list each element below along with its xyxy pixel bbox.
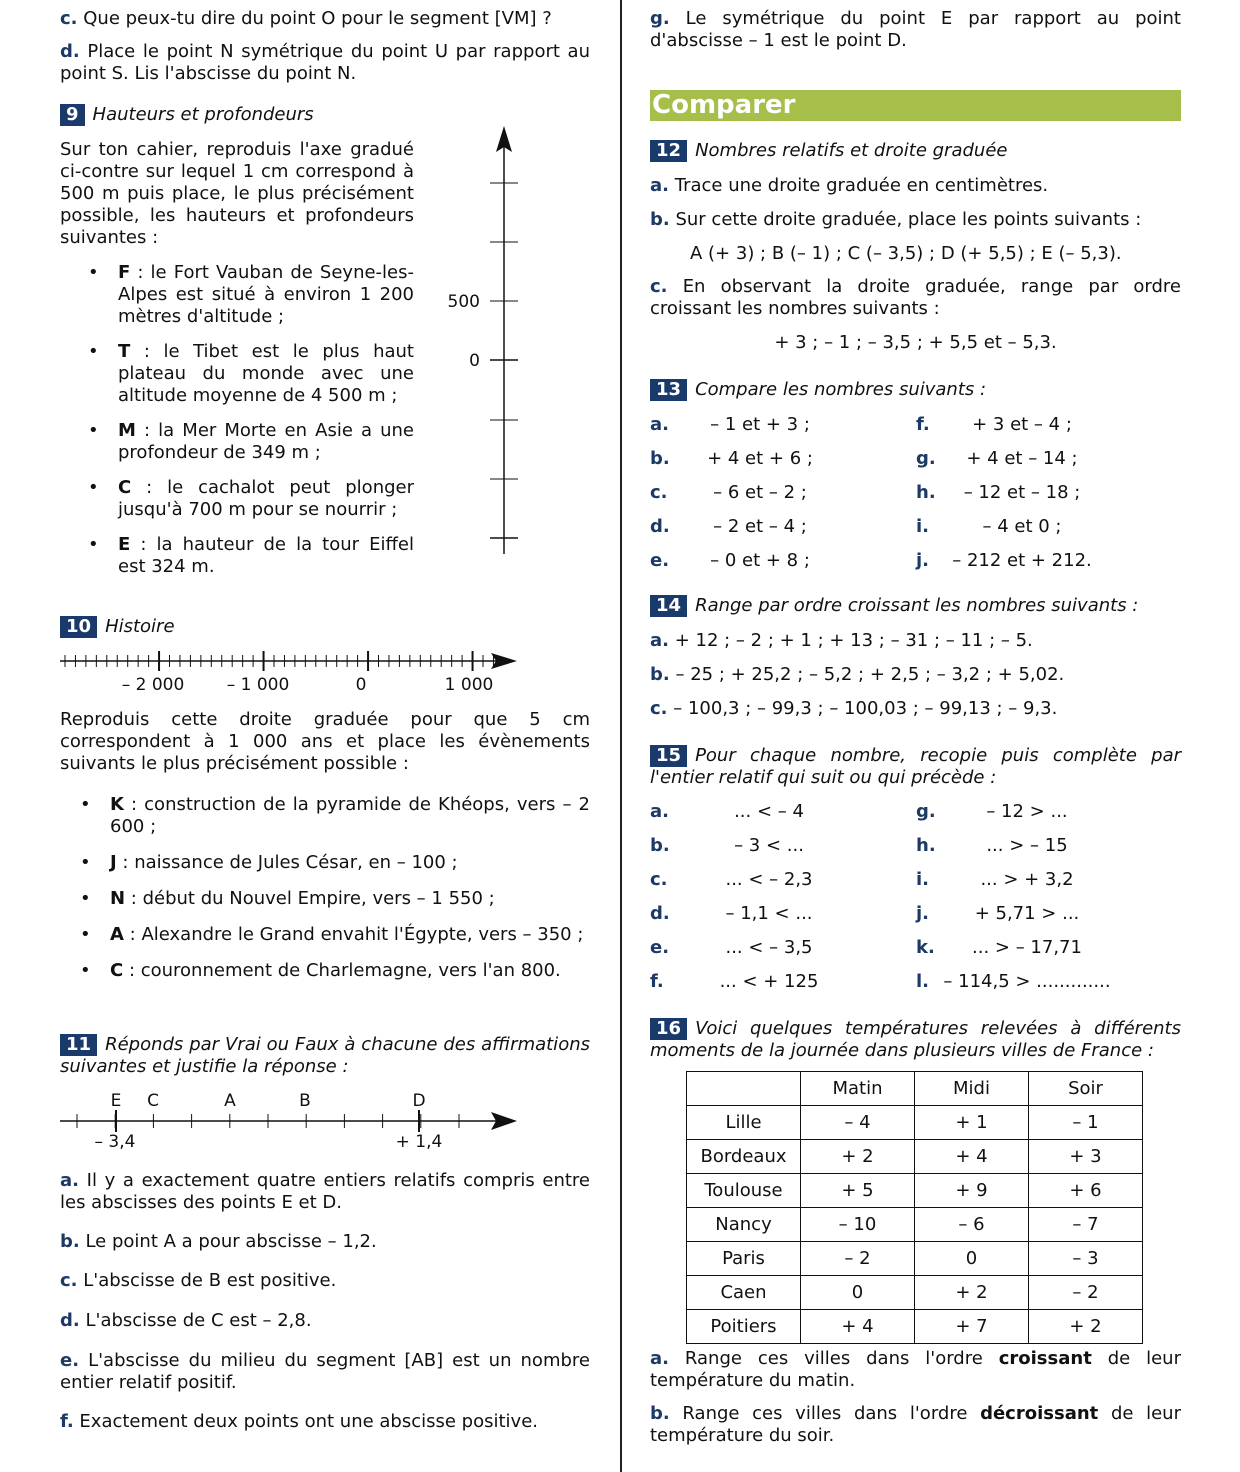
exercise-13-header — [650, 379, 1181, 401]
table-cell: + 2 — [1029, 1310, 1143, 1344]
item-label: a. — [650, 175, 669, 196]
history-axis-diagram — [55, 645, 525, 697]
item-text: En observant la droite graduée, range par ordre croissant les nombres suivants : — [650, 276, 1181, 319]
item-text: ... < – 3,5 — [725, 937, 813, 958]
item-label: e. — [650, 937, 670, 958]
list-item — [916, 937, 1166, 959]
exercise-number: 10 — [60, 616, 97, 638]
exercise-number: 14 — [650, 595, 687, 617]
item-text: Que peux-tu dire du point O pour le segment [VM] ? — [83, 8, 552, 29]
point-label-c: C — [147, 1091, 159, 1111]
table-cell: + 4 — [801, 1310, 915, 1344]
item-label: l. — [916, 971, 930, 992]
item-label: g. — [916, 448, 936, 469]
exercise-title: Réponds par Vrai ou Faux à chacune des affirmations suivantes et justifie la réponse : — [60, 1034, 590, 1077]
table-cell: Soir — [1029, 1072, 1143, 1106]
item-key: T — [118, 341, 131, 362]
axis-label-0: 0 — [469, 351, 480, 371]
item-text: – 6 et – 2 ; — [713, 482, 807, 503]
table-cell: – 2 — [1029, 1276, 1143, 1310]
item-text: – 4 et 0 ; — [982, 516, 1062, 537]
table-cell — [687, 1072, 801, 1106]
exercise-12-header — [650, 140, 1181, 162]
table-cell: – 4 — [801, 1106, 915, 1140]
item-text: – 100,3 ; – 99,3 ; – 100,03 ; – 99,13 ; – 9,3. — [673, 698, 1058, 719]
item-label: a. — [650, 630, 669, 651]
item-label: f. — [60, 1411, 74, 1432]
list-item — [60, 262, 414, 328]
exercise-number: 16 — [650, 1018, 687, 1040]
item-key: M — [118, 420, 136, 441]
table-cell: + 6 — [1029, 1174, 1143, 1208]
column-divider — [620, 0, 622, 1472]
item-text: Range ces villes dans l'ordre — [682, 1403, 981, 1424]
list-item — [650, 835, 900, 857]
table-cell: Lille — [687, 1106, 801, 1140]
item-text: – 1 et + 3 ; — [710, 414, 810, 435]
item-text: – 2 et – 4 ; — [713, 516, 807, 537]
point-label-a: A — [224, 1091, 236, 1111]
table-cell: – 3 — [1029, 1242, 1143, 1276]
exercise-number: 13 — [650, 379, 687, 401]
exercise-11-item-a — [60, 1170, 590, 1214]
item-text: Place le point N symétrique du point U par rapport au point S. Lis l'abscisse du point N. — [60, 41, 590, 84]
table-cell: Toulouse — [687, 1174, 801, 1208]
list-item — [916, 550, 1166, 572]
exercise-12-points: A (+ 3) ; B (– 1) ; C (– 3,5) ; D (+ 5,5) ; E (– 5,3). — [690, 243, 1122, 264]
item-text: + 5,71 > ... — [974, 903, 1080, 924]
exercise-16-header — [650, 1018, 1181, 1062]
exercise-10-header — [60, 616, 590, 638]
exercise-title: Hauteurs et profondeurs — [92, 104, 314, 125]
exercise-11-item-f — [60, 1411, 590, 1433]
point-label-e: E — [110, 1091, 122, 1111]
table-cell: + 7 — [915, 1310, 1029, 1344]
table-row — [687, 1276, 1143, 1310]
list-item — [60, 477, 414, 521]
item-text: + 4 et + 6 ; — [707, 448, 813, 469]
item-text: : construction de la pyramide de Khéops, vers – 2 600 ; — [110, 794, 590, 837]
exercise-12-item-b — [650, 209, 1181, 231]
table-cell: – 6 — [915, 1208, 1029, 1242]
list-item — [650, 482, 900, 504]
item-label: b. — [650, 209, 670, 230]
item-text: – 212 et + 212. — [952, 550, 1092, 571]
axis-label-right: + 1,4 — [395, 1132, 443, 1152]
item-label: b. — [650, 664, 670, 685]
item-text: ... > – 17,71 — [972, 937, 1082, 958]
exercise-title: Compare les nombres suivants : — [695, 379, 987, 400]
exercise-number: 11 — [60, 1034, 97, 1056]
points-axis-diagram — [55, 1088, 525, 1154]
list-item — [60, 852, 590, 874]
table-row — [687, 1310, 1143, 1344]
item-key: F — [118, 262, 131, 283]
table-row — [687, 1140, 1143, 1174]
table-row — [687, 1174, 1143, 1208]
list-item — [650, 937, 900, 959]
item-text: : Alexandre le Grand envahit l'Égypte, vers – 350 ; — [123, 924, 584, 945]
item-label: j. — [916, 903, 930, 924]
item-label: b. — [650, 1403, 670, 1424]
item-text: ... < + 125 — [719, 971, 819, 992]
table-cell: 0 — [915, 1242, 1029, 1276]
exercise-10-list — [60, 794, 590, 982]
exercise-11-item-b — [60, 1231, 590, 1253]
item-label: a. — [650, 801, 669, 822]
item-emphasis: décroissant — [980, 1403, 1099, 1424]
item-text: + 4 et – 14 ; — [966, 448, 1078, 469]
list-item — [650, 550, 900, 572]
item-label: e. — [60, 1350, 80, 1371]
item-key: K — [110, 794, 124, 815]
table-cell: Paris — [687, 1242, 801, 1276]
item-key: A — [110, 924, 124, 945]
exercise-11-header — [60, 1034, 590, 1078]
item-text: : le Fort Vauban de Seyne-les-Alpes est situé à environ 1 200 mètres d'altitude ; — [118, 262, 414, 327]
item-label: f. — [916, 414, 930, 435]
axis-label: – 2 000 — [121, 675, 185, 695]
item-label: c. — [60, 8, 78, 29]
item-text: de leur température du matin. — [650, 1348, 1181, 1391]
list-item — [650, 971, 900, 993]
table-cell: + 4 — [915, 1140, 1029, 1174]
left-item-d — [60, 41, 590, 85]
list-item — [650, 869, 900, 891]
item-text: : le Tibet est le plus haut plateau du monde avec une altitude moyenne de 4 500 m ; — [118, 341, 414, 406]
list-item — [60, 960, 590, 982]
section-heading-comparer — [650, 90, 1181, 121]
exercise-title: Nombres relatifs et droite graduée — [695, 140, 1008, 161]
exercise-14-item-c — [650, 698, 1181, 720]
table-cell: + 9 — [915, 1174, 1029, 1208]
item-key: J — [110, 852, 117, 873]
item-text: + 3 et – 4 ; — [972, 414, 1072, 435]
list-item — [916, 448, 1166, 470]
axis-label: 1 000 — [444, 675, 494, 695]
table-cell: Nancy — [687, 1208, 801, 1242]
item-text: ... > + 3,2 — [980, 869, 1074, 890]
list-item — [60, 420, 414, 464]
exercise-12-numbers: + 3 ; – 1 ; – 3,5 ; + 5,5 et – 5,3. — [774, 332, 1057, 353]
exercise-12-item-a — [650, 175, 1181, 197]
item-label: k. — [916, 937, 935, 958]
exercise-title: Histoire — [105, 616, 175, 637]
item-text: Range ces villes dans l'ordre — [684, 1348, 999, 1369]
item-label: c. — [650, 482, 668, 503]
item-text: L'abscisse du milieu du segment [AB] est un nombre entier relatif positif. — [60, 1350, 590, 1393]
item-text: : couronnement de Charlemagne, vers l'an 800. — [123, 960, 561, 981]
item-key: E — [118, 534, 131, 555]
table-cell: – 1 — [1029, 1106, 1143, 1140]
item-text: Sur cette droite graduée, place les points suivants : — [675, 209, 1142, 230]
list-item — [916, 903, 1166, 925]
right-item-g — [650, 8, 1181, 52]
item-key: C — [118, 477, 132, 498]
item-label: g. — [916, 801, 936, 822]
item-text: – 12 et – 18 ; — [963, 482, 1081, 503]
axis-label: 0 — [355, 675, 367, 695]
axis-label-left: – 3,4 — [94, 1132, 136, 1152]
item-label: i. — [916, 516, 930, 537]
exercise-10-intro: Reproduis cette droite graduée pour que 5 cm correspondent à 1 000 ans et place les évènements suivants le plus précisément possible : — [60, 709, 590, 774]
item-label: d. — [60, 41, 80, 62]
list-item — [916, 801, 1166, 823]
temperature-table-body — [687, 1072, 1143, 1344]
item-emphasis: croissant — [998, 1348, 1092, 1369]
exercise-15-header — [650, 745, 1181, 789]
exercise-11-item-e — [60, 1350, 590, 1394]
exercise-title: Voici quelques températures relevées à différents moments de la journée dans plusieurs villes de France : — [650, 1018, 1181, 1061]
table-cell: – 7 — [1029, 1208, 1143, 1242]
axis-label-500: 500 — [447, 292, 480, 312]
list-item — [916, 971, 1166, 993]
point-label-b: B — [299, 1091, 311, 1111]
exercise-12-item-c — [650, 276, 1181, 320]
item-label: b. — [650, 448, 670, 469]
list-item — [650, 414, 900, 436]
item-label: h. — [916, 835, 936, 856]
item-label: b. — [650, 835, 670, 856]
list-item — [60, 794, 590, 838]
list-item — [60, 341, 414, 407]
item-text: Le symétrique du point E par rapport au point d'abscisse – 1 est le point D. — [650, 8, 1181, 51]
table-row — [687, 1106, 1143, 1140]
table-cell: Poitiers — [687, 1310, 801, 1344]
item-label: h. — [916, 482, 936, 503]
table-row — [687, 1208, 1143, 1242]
exercise-11-item-d — [60, 1310, 590, 1332]
exercise-16-item-b — [650, 1403, 1181, 1447]
table-header-row — [687, 1072, 1143, 1106]
table-cell: – 10 — [801, 1208, 915, 1242]
table-cell: 0 — [801, 1276, 915, 1310]
vertical-axis-diagram — [430, 120, 540, 560]
list-item — [650, 516, 900, 538]
item-label: a. — [650, 414, 669, 435]
list-item — [916, 516, 1166, 538]
list-item — [650, 448, 900, 470]
exercise-14-item-a — [650, 630, 1181, 652]
table-cell: + 2 — [801, 1140, 915, 1174]
list-item — [650, 801, 900, 823]
item-text: : début du Nouvel Empire, vers – 1 550 ; — [125, 888, 495, 909]
item-key: N — [110, 888, 126, 909]
item-key: C — [110, 960, 124, 981]
item-text: ... < – 4 — [734, 801, 804, 822]
item-label: e. — [650, 550, 670, 571]
item-text: : la Mer Morte en Asie a une profondeur de 349 m ; — [118, 420, 414, 463]
item-text: de leur température du soir. — [650, 1403, 1181, 1446]
table-cell: – 2 — [801, 1242, 915, 1276]
item-text: – 114,5 > ............. — [943, 971, 1111, 992]
table-cell: + 3 — [1029, 1140, 1143, 1174]
item-label: c. — [650, 276, 668, 297]
section-title: Comparer — [652, 90, 796, 120]
item-text: ... < – 2,3 — [725, 869, 813, 890]
item-label: c. — [650, 698, 668, 719]
left-item-c — [60, 8, 590, 30]
item-label: j. — [916, 550, 930, 571]
list-item — [60, 534, 414, 578]
exercise-14-header — [650, 595, 1181, 617]
list-item — [916, 482, 1166, 504]
exercise-16-item-a — [650, 1348, 1181, 1392]
list-item — [650, 903, 900, 925]
table-cell: Caen — [687, 1276, 801, 1310]
list-item — [916, 414, 1166, 436]
exercise-9-list — [60, 262, 414, 578]
item-text: Le point A a pour abscisse – 1,2. — [85, 1231, 377, 1252]
item-text: ... > – 15 — [986, 835, 1068, 856]
table-cell: + 5 — [801, 1174, 915, 1208]
item-text: : naissance de Jules César, en – 100 ; — [116, 852, 458, 873]
item-label: d. — [60, 1310, 80, 1331]
item-text: : le cachalot peut plonger jusqu'à 700 m pour se nourrir ; — [118, 477, 414, 520]
item-label: d. — [650, 903, 670, 924]
list-item — [916, 869, 1166, 891]
exercise-title: Range par ordre croissant les nombres suivants : — [695, 595, 1139, 616]
item-text: + 12 ; – 2 ; + 1 ; + 13 ; – 31 ; – 11 ; – 5. — [674, 630, 1033, 651]
item-label: a. — [650, 1348, 669, 1369]
exercise-11-item-c — [60, 1270, 590, 1292]
item-label: b. — [60, 1231, 80, 1252]
item-text: Trace une droite graduée en centimètres. — [674, 175, 1049, 196]
item-text: : la hauteur de la tour Eiffel est 324 m. — [118, 534, 414, 577]
list-item — [60, 888, 590, 910]
item-text: Il y a exactement quatre entiers relatifs compris entre les abscisses des points E et D. — [60, 1170, 590, 1213]
item-label: c. — [60, 1270, 78, 1291]
list-item — [916, 835, 1166, 857]
table-cell: + 2 — [915, 1276, 1029, 1310]
axis-label: – 1 000 — [226, 675, 290, 695]
exercise-title: Pour chaque nombre, recopie puis complète par l'entier relatif qui suit ou qui précède : — [650, 745, 1181, 788]
item-text: – 3 < ... — [734, 835, 804, 856]
item-text: – 1,1 < ... — [725, 903, 813, 924]
item-label: g. — [650, 8, 670, 29]
item-label: c. — [650, 869, 668, 890]
table-cell: + 1 — [915, 1106, 1029, 1140]
item-text: – 12 > ... — [986, 801, 1068, 822]
exercise-number: 9 — [60, 104, 85, 126]
table-cell: Bordeaux — [687, 1140, 801, 1174]
item-label: f. — [650, 971, 664, 992]
list-item — [60, 924, 590, 946]
item-label: i. — [916, 869, 930, 890]
table-row — [687, 1242, 1143, 1276]
item-text: – 25 ; + 25,2 ; – 5,2 ; + 2,5 ; – 3,2 ; + 5,02. — [675, 664, 1065, 685]
table-cell: Midi — [915, 1072, 1029, 1106]
item-text: – 0 et + 8 ; — [710, 550, 810, 571]
item-label: d. — [650, 516, 670, 537]
item-text: L'abscisse de C est – 2,8. — [85, 1310, 312, 1331]
exercise-14-item-b — [650, 664, 1181, 686]
exercise-number: 15 — [650, 745, 687, 767]
item-label: a. — [60, 1170, 79, 1191]
exercise-9-intro: Sur ton cahier, reproduis l'axe gradué ci-contre sur lequel 1 cm correspond à 500 m puis place, le plus précisément possible, les hauteurs et profondeurs suivantes : — [60, 139, 414, 248]
temperature-table — [686, 1071, 1143, 1344]
table-cell: Matin — [801, 1072, 915, 1106]
item-text: Exactement deux points ont une abscisse positive. — [79, 1411, 539, 1432]
exercise-number: 12 — [650, 140, 687, 162]
point-label-d: D — [412, 1091, 426, 1111]
item-text: L'abscisse de B est positive. — [83, 1270, 337, 1291]
